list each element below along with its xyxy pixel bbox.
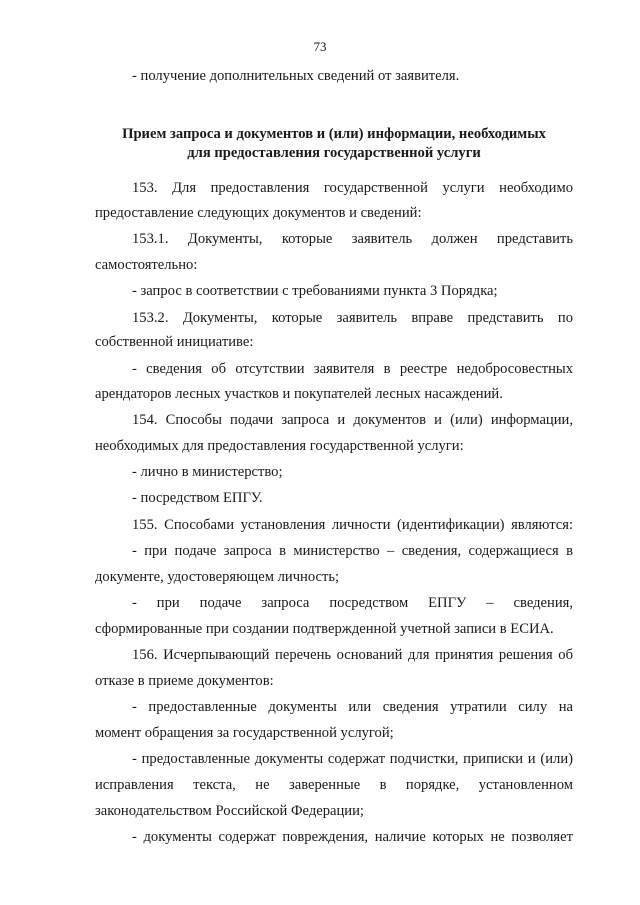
text-line: документе, удостоверяющем личность;: [95, 569, 340, 585]
text-line: предоставление следующих документов и сведений:: [95, 205, 422, 221]
section-heading: для предоставления государственной услуги: [187, 145, 481, 161]
text-line: сформированные при создании подтвержденной учетной записи в ЕСИА.: [95, 621, 554, 637]
text-line: момент обращения за государственной услугой;: [95, 725, 394, 741]
text-line: отказе в приеме документов:: [95, 673, 274, 689]
paragraph-153-1: 153.1. Документы, которые заявитель должен представить: [132, 231, 573, 247]
text-line: арендаторов лесных участков и покупателей лесных насаждений.: [95, 386, 503, 402]
list-item: - предоставленные документы содержат подчистки, приписки и (или): [132, 751, 573, 767]
list-item: - при подаче запроса в министерство – сведения, содержащиеся в: [132, 543, 573, 559]
list-item: - документы содержат повреждения, наличие которых не позволяет: [132, 829, 573, 845]
text-line: необходимых для предоставления государственной услуги:: [95, 438, 464, 454]
text-line: собственной инициативе:: [95, 334, 254, 350]
paragraph-154: 154. Способы подачи запроса и документов и (или) информации,: [132, 412, 573, 428]
text-line: - получение дополнительных сведений от заявителя.: [132, 68, 460, 84]
text-line: самостоятельно:: [95, 257, 198, 273]
text-line: законодательством Российской Федерации;: [95, 803, 364, 819]
list-item: - при подаче запроса посредством ЕПГУ – сведения,: [132, 595, 573, 611]
list-item: - сведения об отсутствии заявителя в реестре недобросовестных: [132, 361, 573, 377]
paragraph-153: 153. Для предоставления государственной услуги необходимо: [132, 180, 573, 196]
list-item: - лично в министерство;: [132, 464, 283, 480]
page-number: 73: [313, 39, 327, 54]
list-item: - запрос в соответствии с требованиями пункта 3 Порядка;: [132, 283, 498, 299]
paragraph-153-2: 153.2. Документы, которые заявитель вправе представить по: [132, 310, 573, 326]
paragraph-156: 156. Исчерпывающий перечень оснований для принятия решения об: [132, 647, 573, 663]
paragraph-155: 155. Способами установления личности (идентификации) являются:: [132, 517, 573, 533]
section-heading: Прием запроса и документов и (или) информации, необходимых: [122, 126, 546, 142]
text-line: исправления текста, не заверенные в порядке, установленном: [95, 777, 573, 793]
list-item: - предоставленные документы или сведения утратили силу на: [132, 699, 573, 715]
list-item: - посредством ЕПГУ.: [132, 490, 263, 506]
